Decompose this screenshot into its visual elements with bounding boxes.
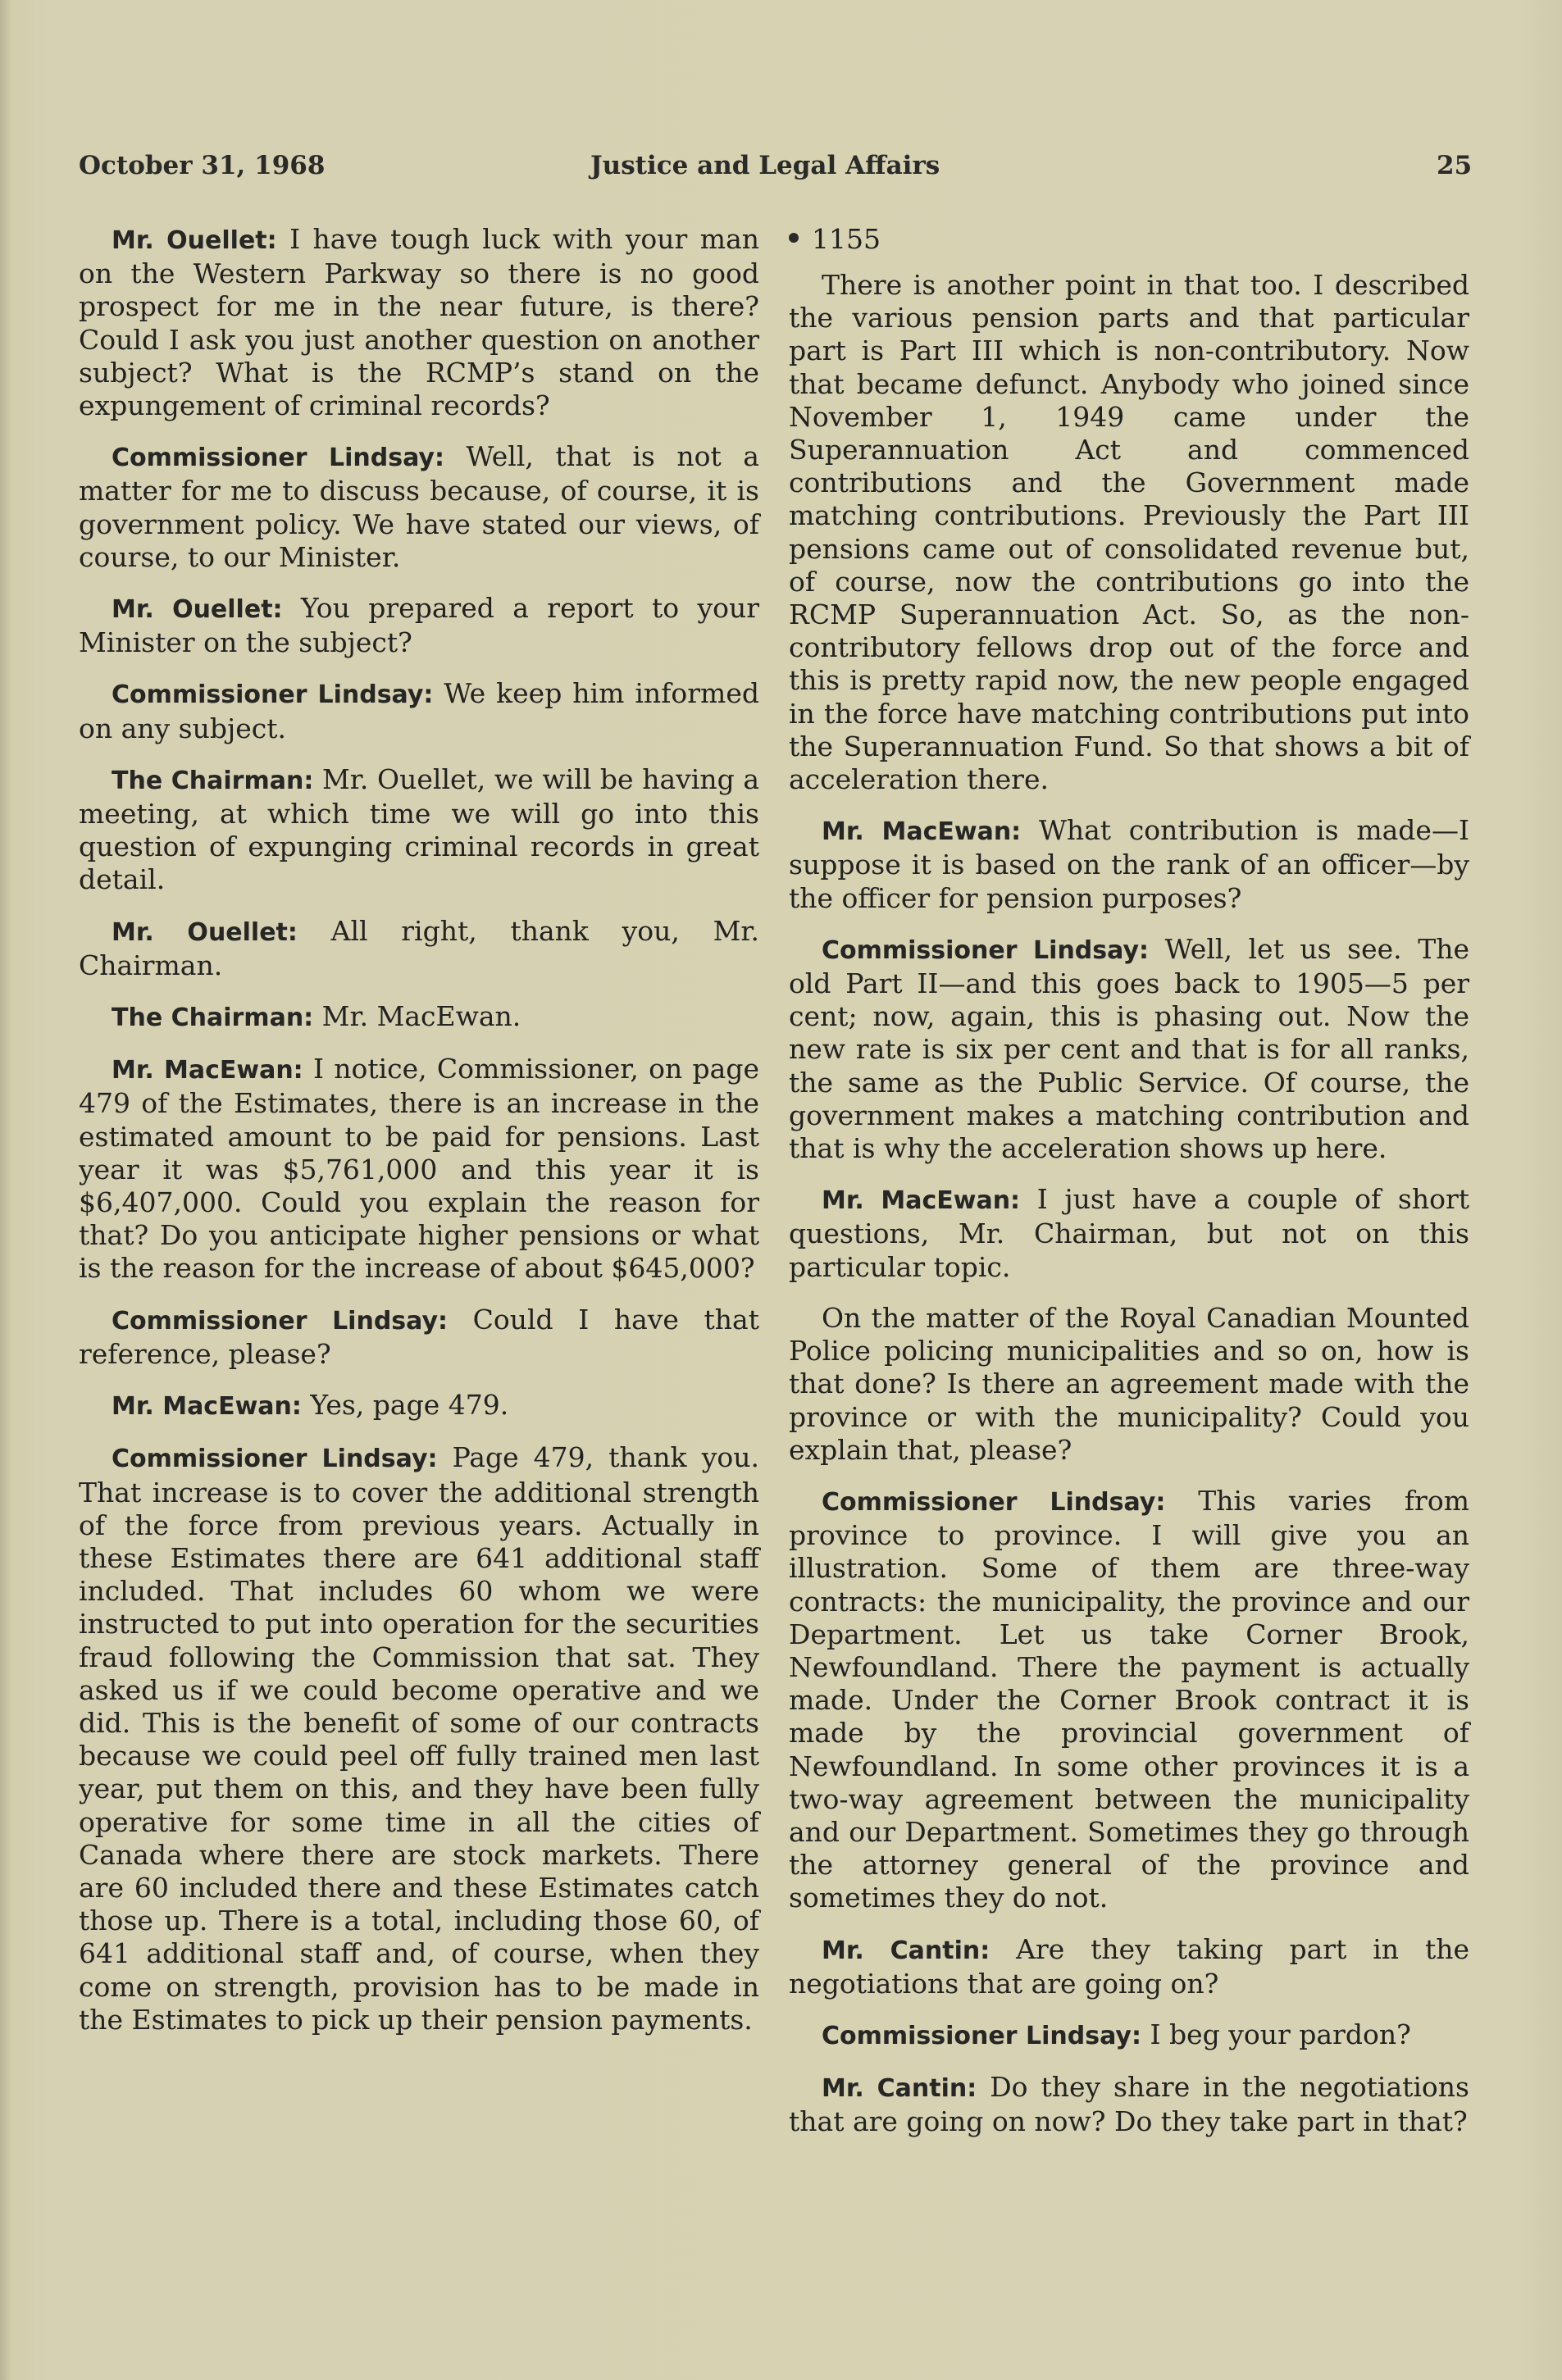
page-number: 25	[1437, 151, 1473, 180]
paragraph-text: You prepared a report to your Minister on the subject?	[79, 592, 759, 659]
paragraph	[79, 1000, 759, 1035]
paragraph	[789, 933, 1469, 1165]
speaker-name: Commissioner Lindsay:	[822, 2021, 1141, 2050]
paragraph-text: On the matter of the Royal Canadian Mounted Police policing municipalities and so on, how is that done? Is there an agreement made with the province or with the municipality? Could you explain that, please?	[789, 1301, 1469, 1466]
paragraph-text: I notice, Commissioner, on page 479 of the Estimates, there is an increase in the estimated amount to be paid for pensions. Last year it was $5,761,000 and this year it is $6,407,000. Could you explain the reason for that? Do you anticipate higher pensions or what is the reason for the increase of about $645,000?	[79, 1053, 759, 1285]
paragraph-text: We keep him informed on any subject.	[79, 677, 759, 744]
paragraph-text: I beg your pardon?	[1150, 2018, 1411, 2050]
speaker-name: Mr. MacEwan:	[822, 817, 1022, 847]
paragraph	[789, 1302, 1469, 1467]
speaker-name: Mr. MacEwan:	[112, 1392, 302, 1422]
speaker-name: Commissioner Lindsay:	[822, 1487, 1166, 1517]
paragraph	[79, 223, 759, 422]
paragraph	[789, 1183, 1469, 1284]
paragraph-text: Could I have that reference, please?	[79, 1303, 759, 1370]
header-title: Justice and Legal Affairs	[590, 151, 940, 180]
header-date: October 31, 1968	[79, 151, 326, 180]
speaker-name: Mr. Cantin:	[822, 2074, 977, 2104]
paragraph	[79, 1441, 759, 2036]
paragraph	[789, 1933, 1469, 2000]
paragraph-text: There is another point in that too. I described the various pension parts and that particular part is Part III which is non-contributory. Now that became defunct. Anybody who joined since November 1, 1949 came under the Superannuation Act and commenced contributions and the Government made matching contributions. Previously the Part III pensions came out of consolidated revenue but, of course, now the contributions go into the RCMP Superannuation Act. So, as the non-contributory fellows drop out of the force and this is pretty rapid now, the new people engaged in the force have matching contributions put into the Superannuation Fund. So that shows a bit of acceleration there.	[789, 269, 1469, 796]
speaker-name: Mr. Ouellet:	[112, 917, 298, 947]
time-marker-text: 1155	[812, 223, 881, 255]
paragraph	[789, 2071, 1469, 2138]
paragraph-text: Do they share in the negotiations that are going on now? Do they take part in that?	[789, 2071, 1469, 2138]
paragraph	[79, 1389, 759, 1423]
speaker-name: Mr. Ouellet:	[112, 226, 277, 255]
paragraph	[79, 592, 759, 659]
paragraph	[79, 677, 759, 744]
paragraph-text: Well, that is not a matter for me to discuss because, of course, it is government policy. We have stated our views, of course, to our Minister.	[79, 440, 759, 573]
paragraph	[789, 269, 1469, 796]
paragraph	[79, 915, 759, 982]
speaker-name: Commissioner Lindsay:	[822, 935, 1150, 965]
speaker-name: Mr. Cantin:	[822, 1936, 990, 1965]
paragraph-text: Yes, page 479.	[310, 1389, 509, 1422]
speaker-name: Commissioner Lindsay:	[112, 1445, 438, 1474]
paragraph	[789, 2018, 1469, 2053]
speaker-name: The Chairman:	[112, 766, 314, 795]
paragraph-text: Mr. MacEwan.	[321, 1000, 521, 1033]
paragraph-text: Mr. Ouellet, we will be having a meeting, at which time we will go into this question of expunging criminal records in great detail.	[79, 762, 760, 896]
paragraph-text: Are they taking part in the negotiations that are going on?	[789, 1932, 1469, 2000]
speaker-name: Mr. MacEwan:	[112, 1056, 303, 1085]
paragraph-text: Well, let us see. The old Part II—and this goes back to 1905—5 per cent; now, again, this is phasing out. Now the new rate is six per cent and that is for all ranks, the same as the Public Service. Of course, the government makes a matching contribution and that is why the acceleration shows up here.	[789, 932, 1469, 1165]
left-column	[79, 223, 759, 2055]
bullet-icon	[789, 233, 799, 243]
speaker-name: The Chairman:	[112, 1003, 314, 1033]
paragraph	[79, 1304, 759, 1371]
right-column	[789, 223, 1469, 2157]
paragraph-text: What contribution is made—I suppose it is based on the rank of an officer—by the officer for pension purposes?	[789, 814, 1469, 914]
paragraph	[79, 763, 759, 897]
time-marker	[789, 223, 1469, 256]
paragraph	[789, 814, 1469, 915]
speaker-name: Mr. MacEwan:	[822, 1186, 1021, 1216]
paragraph-text: I have tough luck with your man on the Western Parkway so there is no good prospect for me in the near future, is there? Could I ask you just another question on another subject? What is the RCMP’s stand on the expungement of criminal records?	[79, 223, 759, 422]
speaker-name: Commissioner Lindsay:	[112, 680, 434, 710]
paragraph-text: This varies from province to province. I will give you an illustration. Some of them are three-way contracts: the municipality, the province and our Department. Let us take Corner Brook, Newfoundland. There the payment is actually made. Under the Corner Brook contract it is made by the provincial government of Newfoundland. In some other provinces it is a two-way agreement between the municipality and our Department. Sometimes they go through the attorney general of the province and sometimes they do not.	[789, 1484, 1469, 1914]
speaker-name: Commissioner Lindsay:	[112, 1306, 449, 1336]
paragraph-text: All right, thank you, Mr. Chairman.	[79, 914, 759, 981]
paragraph	[79, 440, 759, 574]
speaker-name: Mr. Ouellet:	[112, 595, 283, 625]
paragraph-text: I just have a couple of short questions, Mr. Chairman, but not on this particular topic.	[789, 1183, 1469, 1283]
paragraph-text: Page 479, thank you. That increase is to cover the additional strength of the force from previous years. Actually in these Estimates there are 641 additional staff included. That includes 60 whom we were instructed to put into operation for the securities fraud following the Commission that sat. They asked us if we could become operative and we did. This is the benefit of some of our contracts because we could peel off fully trained men last year, put them on this, and they have been fully operative for some time in all the cities of Canada where there are stock markets. There are 60 included there and these Estimates catch those up. There is a total, including those 60, of 641 additional staff and, of course, when they come on strength, provision has to be made in the Estimates to pick up their pension payments.	[79, 1441, 759, 2036]
paragraph	[789, 1485, 1469, 1915]
speaker-name: Commissioner Lindsay:	[112, 444, 444, 473]
paragraph	[79, 1053, 759, 1285]
